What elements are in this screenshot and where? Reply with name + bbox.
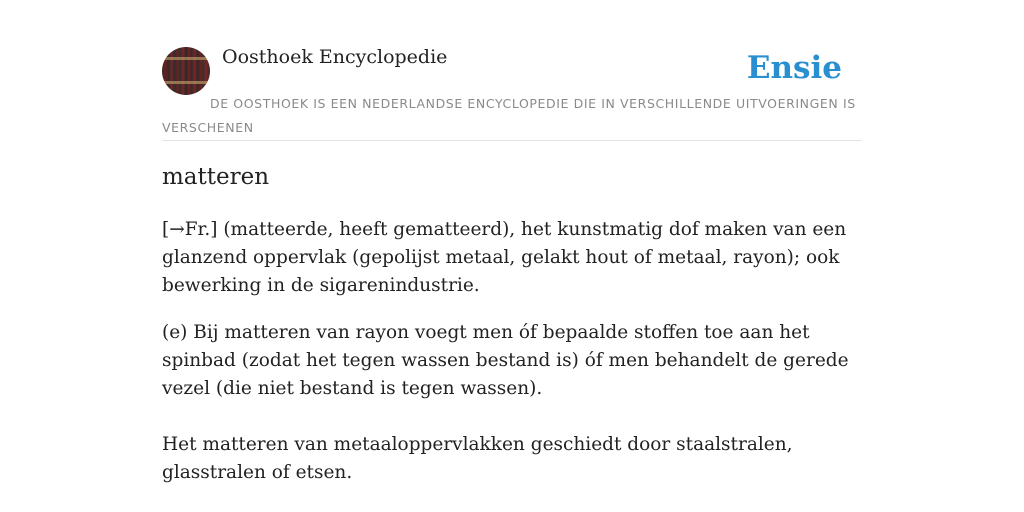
entry-paragraph: [→Fr.] (matteerde, heeft gematteerd), het kunstmatig dof maken van een glanzend oppervlak (gepolijst metaal, gelakt hout of metaal, rayon); ook bewerking in de sigarenindustrie. <box>162 219 847 296</box>
site-title[interactable]: Oosthoek Encyclopedie <box>222 46 448 68</box>
site-header <box>162 46 862 141</box>
entry-title: matteren <box>162 164 270 190</box>
entry-paragraph: (e) Bij matteren van rayon voegt men óf bepaalde stoffen toe aan het spinbad (zodat het tegen wassen bestand is) óf men behandelt de gerede vezel (die niet bestand is tegen wassen). <box>162 322 849 399</box>
entry-paragraph: Het matteren van metaaloppervlakken geschiedt door staalstralen, glasstralen of etsen. <box>162 434 793 483</box>
entry-body <box>162 216 862 487</box>
encyclopedia-avatar[interactable] <box>162 47 210 95</box>
brand-logo[interactable]: Ensie <box>746 50 842 86</box>
site-tagline: DE OOSTHOEK IS EEN NEDERLANDSE ENCYCLOPEDIE DIE IN VERSCHILLENDE UITVOERINGEN IS VERSCHENEN <box>162 96 856 135</box>
